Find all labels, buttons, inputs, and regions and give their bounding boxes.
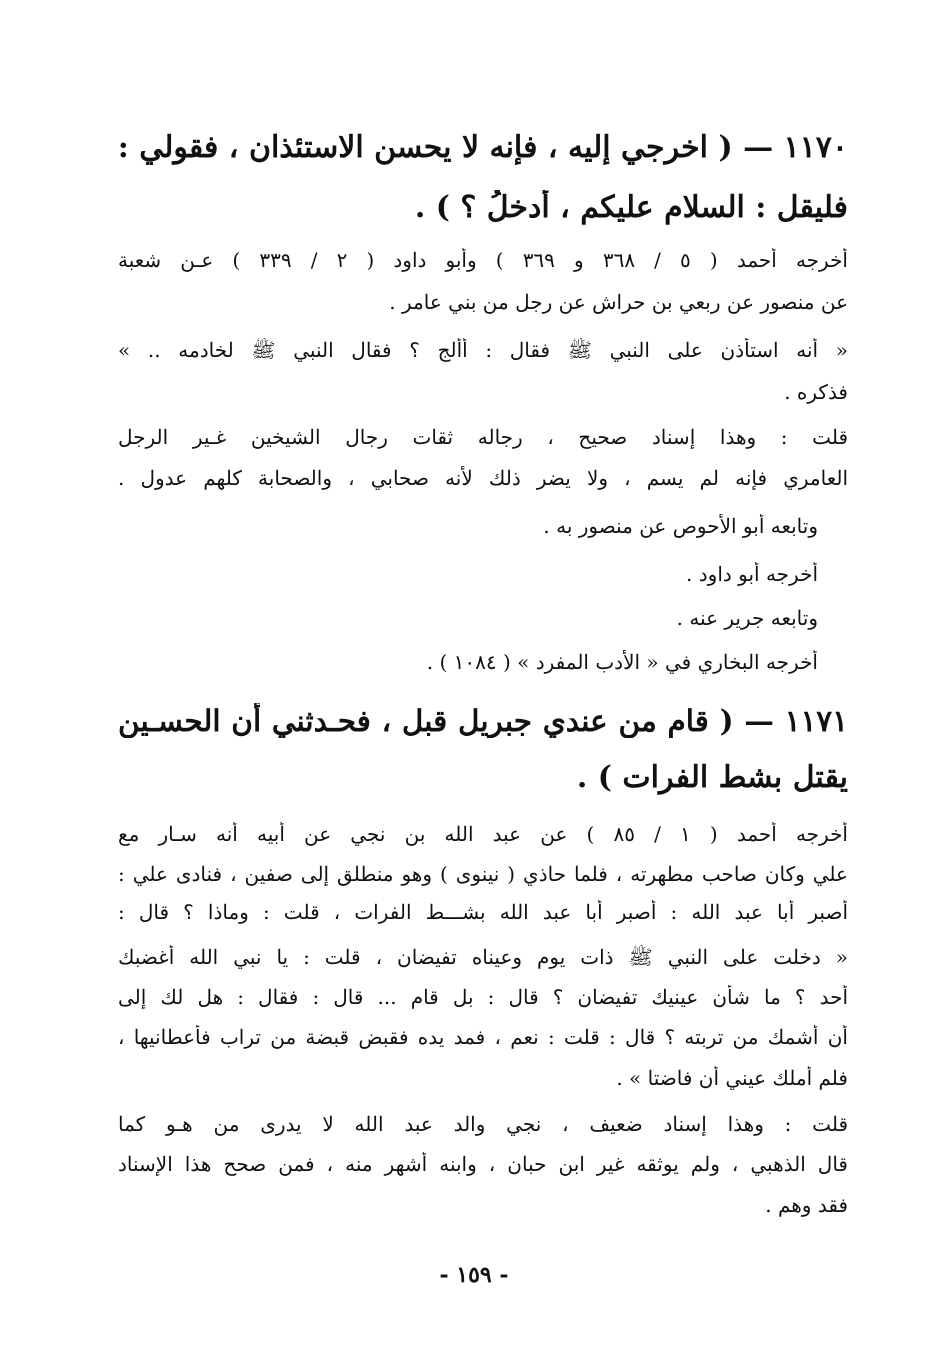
commentary-1170-line-3: « أنه استأذن على النبي ﷺ فقال : أألج ؟ فقال النبي ﷺ لخادمه .. » xyxy=(118,338,848,362)
commentary-1171-line-2: علي وكان صاحب مطهرته ، فلما حاذي ( نينوى ) وهو منطلق إلى صفين ، فنادى علي : xyxy=(118,862,848,886)
commentary-1171-line-7: فلم أملك عيني أن فاضتا » . xyxy=(616,1066,848,1090)
commentary-1171-line-4: « دخلت على النبي ﷺ ذات يوم وعيناه تفيضان ، قلت : يا نبي الله أغضبك xyxy=(118,945,848,969)
commentary-1171-line-3: أصبر أبا عبد الله : أصبر أبا عبد الله بشـــط الفرات ، قلت : وماذا ؟ قال : xyxy=(118,900,848,924)
commentary-1171-line-9: قال الذهبي ، ولم يوثقه غير ابن حبان ، وابنه أشهر منه ، فمن صحح هذا الإسناد xyxy=(118,1152,848,1176)
commentary-1170-line-7: وتابعه أبو الأحوص عن منصور به . xyxy=(543,514,818,538)
hadith-1171-line-2: يقتل بشط الفرات ) . xyxy=(576,760,848,795)
commentary-1170-line-10: أخرجه البخاري في « الأدب المفرد » ( ١٠٨٤ ) . xyxy=(426,650,818,674)
commentary-1170-line-5: قلت : وهذا إسناد صحيح ، رجاله ثقات رجال الشيخين غـير الرجل xyxy=(118,425,848,449)
hadith-1171-line-1: ١١٧١ — ( قام من عندي جبريل قبل ، فحـدثني أن الحسـين xyxy=(118,703,848,738)
commentary-1171-line-10: فقد وهم . xyxy=(765,1193,848,1217)
commentary-1170-line-2: عن منصور عن ربعي بن حراش عن رجل من بني عامر . xyxy=(389,290,848,314)
commentary-1170-line-9: وتابعه جرير عنه . xyxy=(676,606,818,630)
commentary-1170-line-6: العامري فإنه لم يسم ، ولا يضر ذلك لأنه صحابي ، والصحابة كلهم عدول . xyxy=(118,466,848,490)
hadith-1170-line-1: ١١٧٠ — ( اخرجي إليه ، فإنه لا يحسن الاستئذان ، فقولي : xyxy=(118,130,848,165)
commentary-1170-line-8: أخرجه أبو داود . xyxy=(686,562,818,586)
commentary-1171-line-5: أحد ؟ ما شأن عينيك تفيضان ؟ قال : بل قام ... قال : فقال : هل لك إلى xyxy=(118,985,848,1009)
commentary-1171-line-6: أن أشمك من تربته ؟ قال : قلت : نعم ، فمد يده فقبض قبضة من تراب فأعطانيها ، xyxy=(118,1025,848,1049)
commentary-1170-line-1: أخرجه أحمد ( ٥ / ٣٦٨ و ٣٦٩ ) وأبو داود ( ٢ / ٣٣٩ ) عـن شعبة xyxy=(118,248,848,272)
page-number: - ١٥٩ - xyxy=(439,1262,509,1288)
commentary-1171-line-1: أخرجه أحمد ( ١ / ٨٥ ) عن عبد الله بن نجي عن أبيه أنه سـار مع xyxy=(118,822,848,846)
hadith-1170-line-2: فليقل : السلام عليكم ، أَدخلُ ؟ ) . xyxy=(414,190,848,225)
commentary-1171-line-8: قلت : وهذا إسناد ضعيف ، نجي والد عبد الله لا يدرى من هـو كما xyxy=(118,1112,848,1136)
commentary-1170-line-4: فذكره . xyxy=(784,380,848,404)
